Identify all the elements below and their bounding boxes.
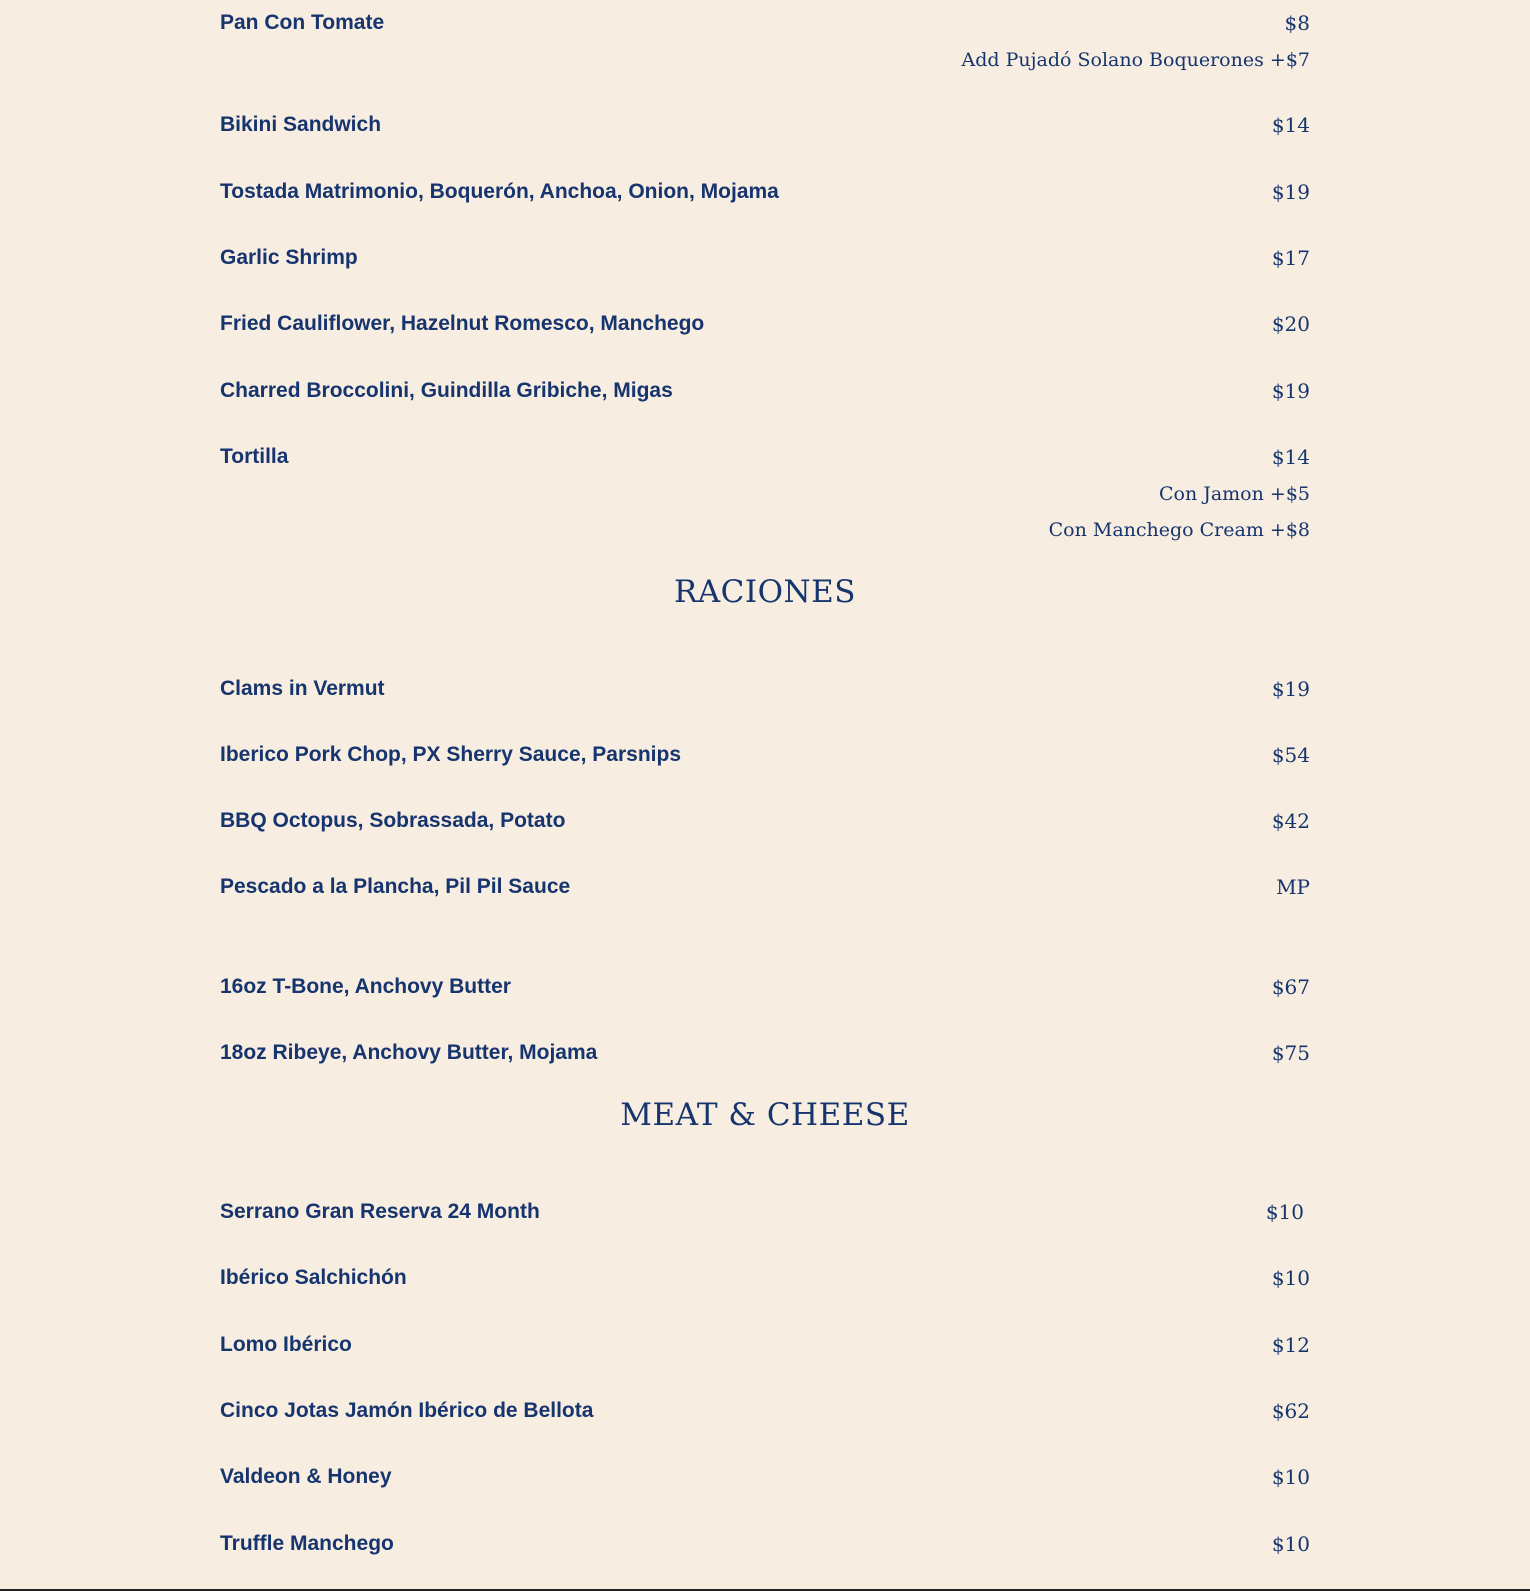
item-addon: Add Pujadó Solano Boquerones +$7 xyxy=(961,49,1310,71)
item-price: $8 xyxy=(1284,11,1310,35)
item-name: Serrano Gran Reserva 24 Month xyxy=(220,1200,540,1223)
item-name: Lomo Ibérico xyxy=(220,1333,352,1356)
item-name: Pescado a la Plancha, Pil Pil Sauce xyxy=(220,875,571,898)
menu-item xyxy=(220,309,1310,339)
item-name: 16oz T-Bone, Anchovy Butter xyxy=(220,975,511,998)
item-price: $67 xyxy=(1271,975,1310,999)
menu-item xyxy=(220,376,1310,406)
item-name: 18oz Ribeye, Anchovy Butter, Mojama xyxy=(220,1041,598,1064)
menu-item xyxy=(220,806,1310,836)
item-name: Iberico Pork Chop, PX Sherry Sauce, Parsnips xyxy=(220,743,681,766)
item-name: BBQ Octopus, Sobrassada, Potato xyxy=(220,809,566,832)
item-name: Truffle Manchego xyxy=(220,1532,394,1555)
menu-item xyxy=(220,872,1310,902)
menu-item xyxy=(220,1529,1310,1559)
menu-item xyxy=(220,740,1310,770)
item-name: Garlic Shrimp xyxy=(220,246,358,269)
item-price: MP xyxy=(1276,875,1310,899)
item-name: Tortilla xyxy=(220,445,289,468)
item-price: $62 xyxy=(1271,1399,1310,1423)
item-addon: Con Manchego Cream +$8 xyxy=(1048,519,1310,541)
item-price: $10 xyxy=(1271,1465,1310,1489)
item-price: $14 xyxy=(1271,113,1310,137)
item-price: $19 xyxy=(1271,379,1310,403)
item-price: $10 xyxy=(1271,1266,1310,1290)
menu-item xyxy=(220,674,1310,704)
item-name: Fried Cauliflower, Hazelnut Romesco, Manchego xyxy=(220,312,705,335)
item-price: $12 xyxy=(1271,1333,1310,1357)
item-price: $42 xyxy=(1271,809,1310,833)
menu-item xyxy=(220,1263,1310,1293)
menu-item xyxy=(220,8,1310,38)
item-price: $19 xyxy=(1271,180,1310,204)
menu-item xyxy=(220,1396,1310,1426)
menu-item xyxy=(220,110,1310,140)
item-price: $54 xyxy=(1271,743,1310,767)
item-price: $10 xyxy=(1265,1200,1304,1224)
item-name: Bikini Sandwich xyxy=(220,113,382,136)
item-price: $75 xyxy=(1271,1041,1310,1065)
section-title: MEAT & CHEESE xyxy=(620,1097,910,1133)
menu-item xyxy=(220,1330,1310,1360)
item-price: $14 xyxy=(1271,445,1310,469)
menu-item xyxy=(220,1462,1310,1492)
menu-item xyxy=(220,1038,1310,1068)
menu-item xyxy=(220,442,1310,472)
item-name: Valdeon & Honey xyxy=(220,1465,392,1488)
item-price: $20 xyxy=(1271,312,1310,336)
item-name: Ibérico Salchichón xyxy=(220,1266,407,1289)
item-name: Charred Broccolini, Guindilla Gribiche, Migas xyxy=(220,379,673,402)
item-name: Tostada Matrimonio, Boquerón, Anchoa, Onion, Mojama xyxy=(220,180,779,203)
item-price: $19 xyxy=(1271,677,1310,701)
item-name: Clams in Vermut xyxy=(220,677,385,700)
menu-item xyxy=(220,1197,1310,1227)
menu-item xyxy=(220,243,1310,273)
menu-item xyxy=(220,177,1310,207)
section-title: RACIONES xyxy=(673,574,857,610)
item-name: Pan Con Tomate xyxy=(220,11,385,34)
item-price: $10 xyxy=(1271,1532,1310,1556)
item-name: Cinco Jotas Jamón Ibérico de Bellota xyxy=(220,1399,594,1422)
menu-item xyxy=(220,972,1310,1002)
item-price: $17 xyxy=(1271,246,1310,270)
item-addon: Con Jamon +$5 xyxy=(1158,483,1310,505)
